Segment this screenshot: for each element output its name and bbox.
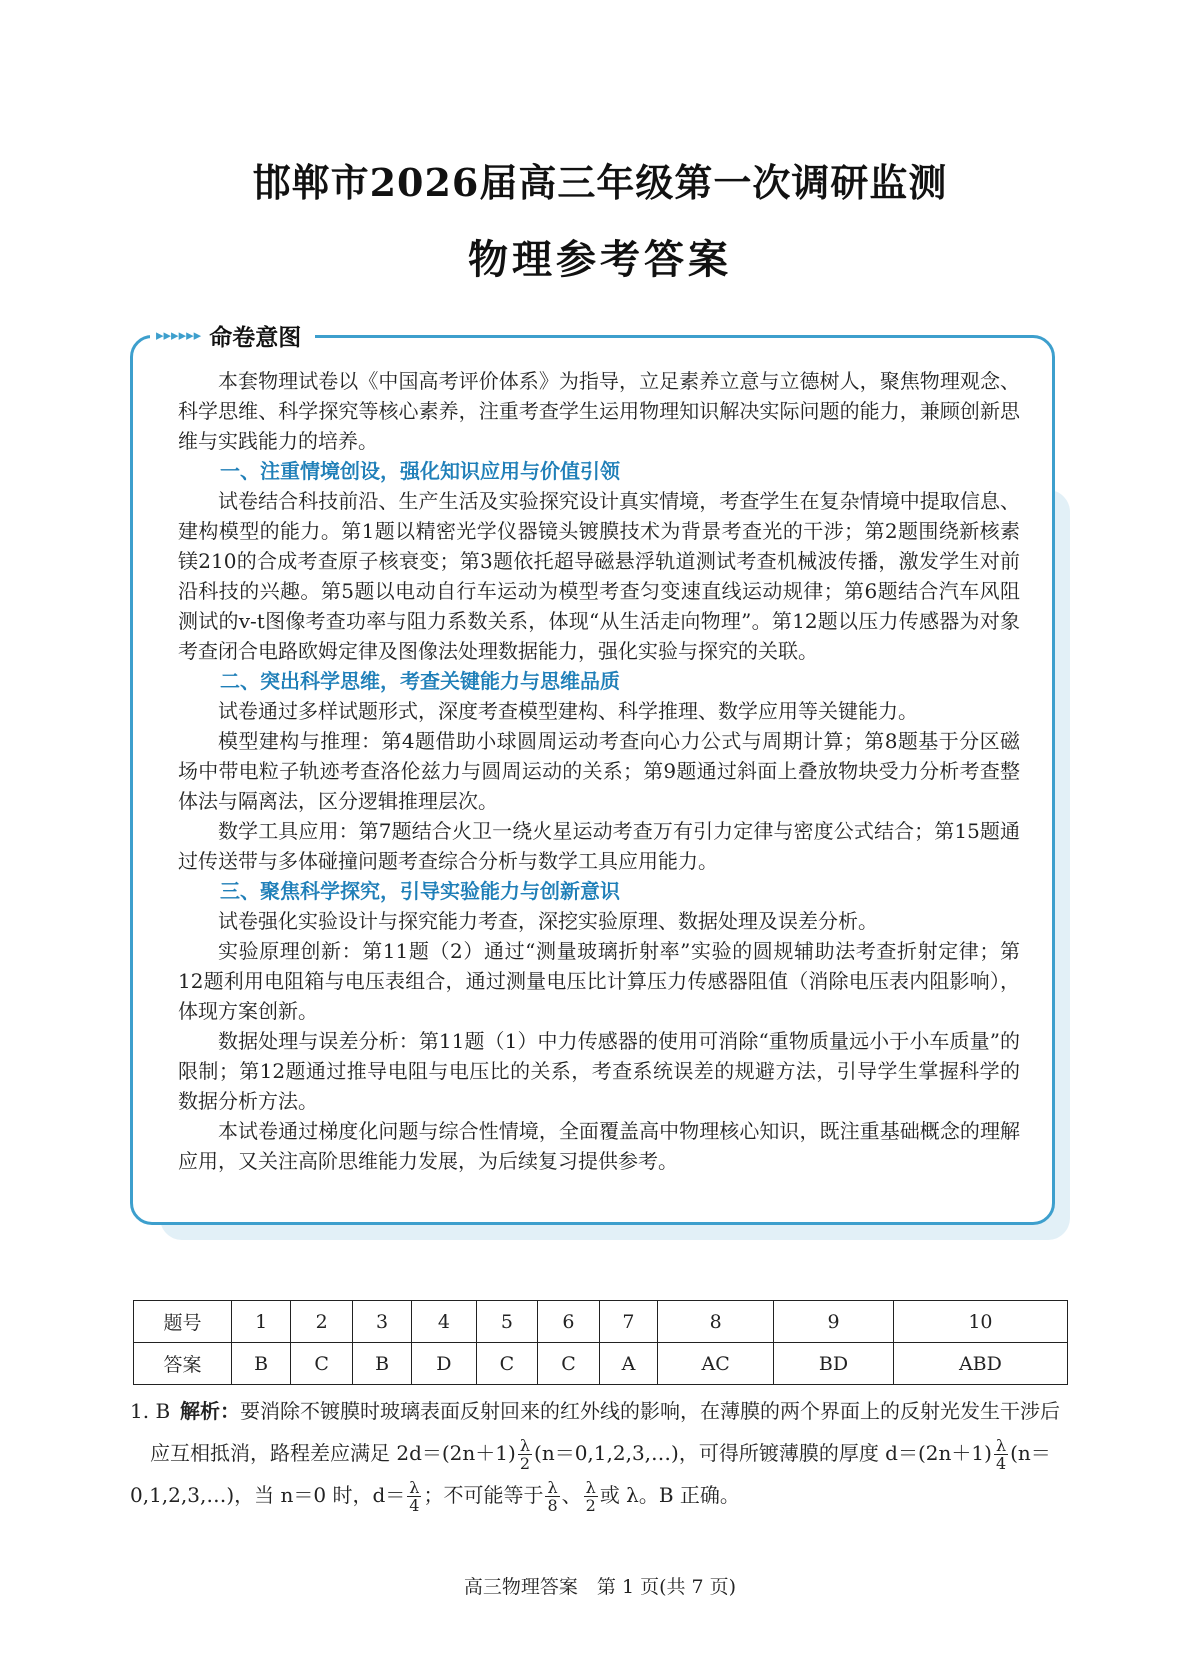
fraction-lambda-over-8: $\frac{\lambda}{8}$: [547, 1478, 558, 1515]
table-row: [134, 1343, 1068, 1385]
solution-1: [130, 1390, 1080, 1516]
section-2-paragraph-c: 数学工具应用：第7题结合火卫一绕火星运动考查万有引力定律与密度公式结合；第15题通过传送带与多体碰撞问题考查综合分析与数学工具应用能力。: [178, 819, 1020, 873]
section-3-paragraph-c: 数据处理与误差分析：第11题（1）中力传感器的使用可消除“重物质量远小于小车质量”的限制；第12题通过推导电阻与电压比的关系，考查系统误差的规避方法，引导学生掌握科学的数据分析方法。: [178, 1029, 1020, 1113]
solution-text-2a: 应互相抵消，路程差应满足 2d＝(2n＋1): [150, 1441, 516, 1465]
section-heading-1: 一、注重情境创设，强化知识应用与价值引领: [220, 459, 620, 483]
table-cell: 6: [538, 1301, 600, 1343]
page-subtitle: 物理参考答案: [468, 236, 732, 283]
solution-text-3b: ；不可能等于: [423, 1483, 544, 1507]
table-cell: BD: [774, 1343, 894, 1385]
table-cell: ABD: [893, 1343, 1067, 1385]
intro-paragraph: 本套物理试卷以《中国高考评价体系》为指导，立足素养立意与立德树人，聚焦物理观念、科学思维、科学探究等核心素养，注重考查学生运用物理知识解决实际问题的能力，兼顾创新思维与实践能力的培养。: [178, 369, 1020, 453]
solution-label: 解析：: [180, 1399, 240, 1423]
table-cell: C: [538, 1343, 600, 1385]
row-label-answer: 答案: [134, 1343, 232, 1385]
table-cell: 1: [232, 1301, 291, 1343]
table-cell: 3: [352, 1301, 411, 1343]
table-cell: 4: [412, 1301, 476, 1343]
table-cell: D: [412, 1343, 476, 1385]
table-row: [134, 1301, 1068, 1343]
table-cell: B: [352, 1343, 411, 1385]
section-3-paragraph-a: 试卷强化实验设计与探究能力考查，深挖实验原理、数据处理及误差分析。: [218, 909, 878, 933]
table-cell: 10: [893, 1301, 1067, 1343]
table-cell: AC: [658, 1343, 774, 1385]
answer-table: [133, 1300, 1068, 1385]
intent-box-body: [178, 366, 1020, 1176]
section-2-paragraph-b: 模型建构与推理：第4题借助小球圆周运动考查向心力公式与周期计算；第8题基于分区磁场中带电粒子轨迹考查洛伦兹力与圆周运动的关系；第9题通过斜面上叠放物块受力分析考查整体法与隔离法，区分逻辑推理层次。: [178, 729, 1020, 813]
table-cell: B: [232, 1343, 291, 1385]
table-cell: C: [291, 1343, 353, 1385]
page-title: 邯郸市2026届高三年级第一次调研监测: [252, 160, 948, 205]
arrow-icons: ▸▸▸▸▸▸: [156, 326, 202, 344]
intent-box-tag: [150, 318, 315, 352]
solution-text-3a: 0,1,2,3,…)，当 n＝0 时，d＝: [130, 1483, 406, 1507]
section-3-paragraph-b: 实验原理创新：第11题（2）通过“测量玻璃折射率”实验的圆规辅助法考查折射定律；第12题利用电阻箱与电压表组合，通过测量电压比计算压力传感器阻值（消除电压表内阻影响），体现方案创新。: [178, 939, 1020, 1023]
solution-text-3d: 或 λ。B 正确。: [599, 1483, 740, 1507]
table-cell: C: [476, 1343, 538, 1385]
section-1-paragraph: 试卷结合科技前沿、生产生活及实验探究设计真实情境，考查学生在复杂情境中提取信息、建构模型的能力。第1题以精密光学仪器镜头镀膜技术为背景考查光的干涉；第2题围绕新核素镁210的合成考查原子核衰变；第3题依托超导磁悬浮轨道测试考查机械波传播，激发学生对前沿科技的兴趣。第5题以电动自行车运动为模型考查匀变速直线运动规律；第6题结合汽车风阻测试的v-t图像考查功率与阻力系数关系，体现“从生活走向物理”。第12题以压力传感器为对象考查闭合电路欧姆定律及图像法处理数据能力，强化实验与探究的关联。: [178, 489, 1020, 663]
fraction-lambda-over-2: $\frac{\lambda}{2}$: [585, 1478, 596, 1515]
fraction-lambda-over-4: $\frac{\lambda}{4}$: [995, 1436, 1007, 1473]
row-label-number: 题号: [134, 1301, 232, 1343]
table-cell: 8: [658, 1301, 774, 1343]
solution-text-2c: (n＝: [1010, 1441, 1051, 1465]
solution-text-3c: 、: [561, 1483, 582, 1507]
solution-line-1: [130, 1390, 1080, 1432]
table-cell: A: [599, 1343, 657, 1385]
closing-paragraph: 本试卷通过梯度化问题与综合性情境，全面覆盖高中物理核心知识，既注重基础概念的理解应用，又关注高阶思维能力发展，为后续复习提供参考。: [178, 1119, 1020, 1173]
solution-line-3: [130, 1474, 1080, 1516]
section-2-paragraph-a: 试卷通过多样试题形式，深度考查模型建构、科学推理、数学应用等关键能力。: [218, 699, 918, 723]
solution-text-2b: (n＝0,1,2,3,…)，可得所镀薄膜的厚度 d＝(2n＋1): [534, 1441, 992, 1465]
solution-line-2: [130, 1432, 1080, 1474]
section-heading-2: 二、突出科学思维，考查关键能力与思维品质: [220, 669, 620, 693]
table-cell: 2: [291, 1301, 353, 1343]
table-cell: 7: [599, 1301, 657, 1343]
solution-text-1: 要消除不镀膜时玻璃表面反射回来的红外线的影响，在薄膜的两个界面上的反射光发生干涉后: [240, 1399, 1060, 1423]
fraction-lambda-over-2: $\frac{\lambda}{2}$: [519, 1436, 531, 1473]
section-heading-3: 三、聚焦科学探究，引导实验能力与创新意识: [220, 879, 620, 903]
solution-number: 1. B: [130, 1399, 171, 1423]
table-cell: 5: [476, 1301, 538, 1343]
intent-box-title: 命卷意图: [209, 324, 302, 351]
table-cell: 9: [774, 1301, 894, 1343]
page-footer: 高三物理答案 第 1 页(共 7 页): [463, 1576, 737, 1598]
fraction-lambda-over-4: $\frac{\lambda}{4}$: [409, 1478, 420, 1515]
